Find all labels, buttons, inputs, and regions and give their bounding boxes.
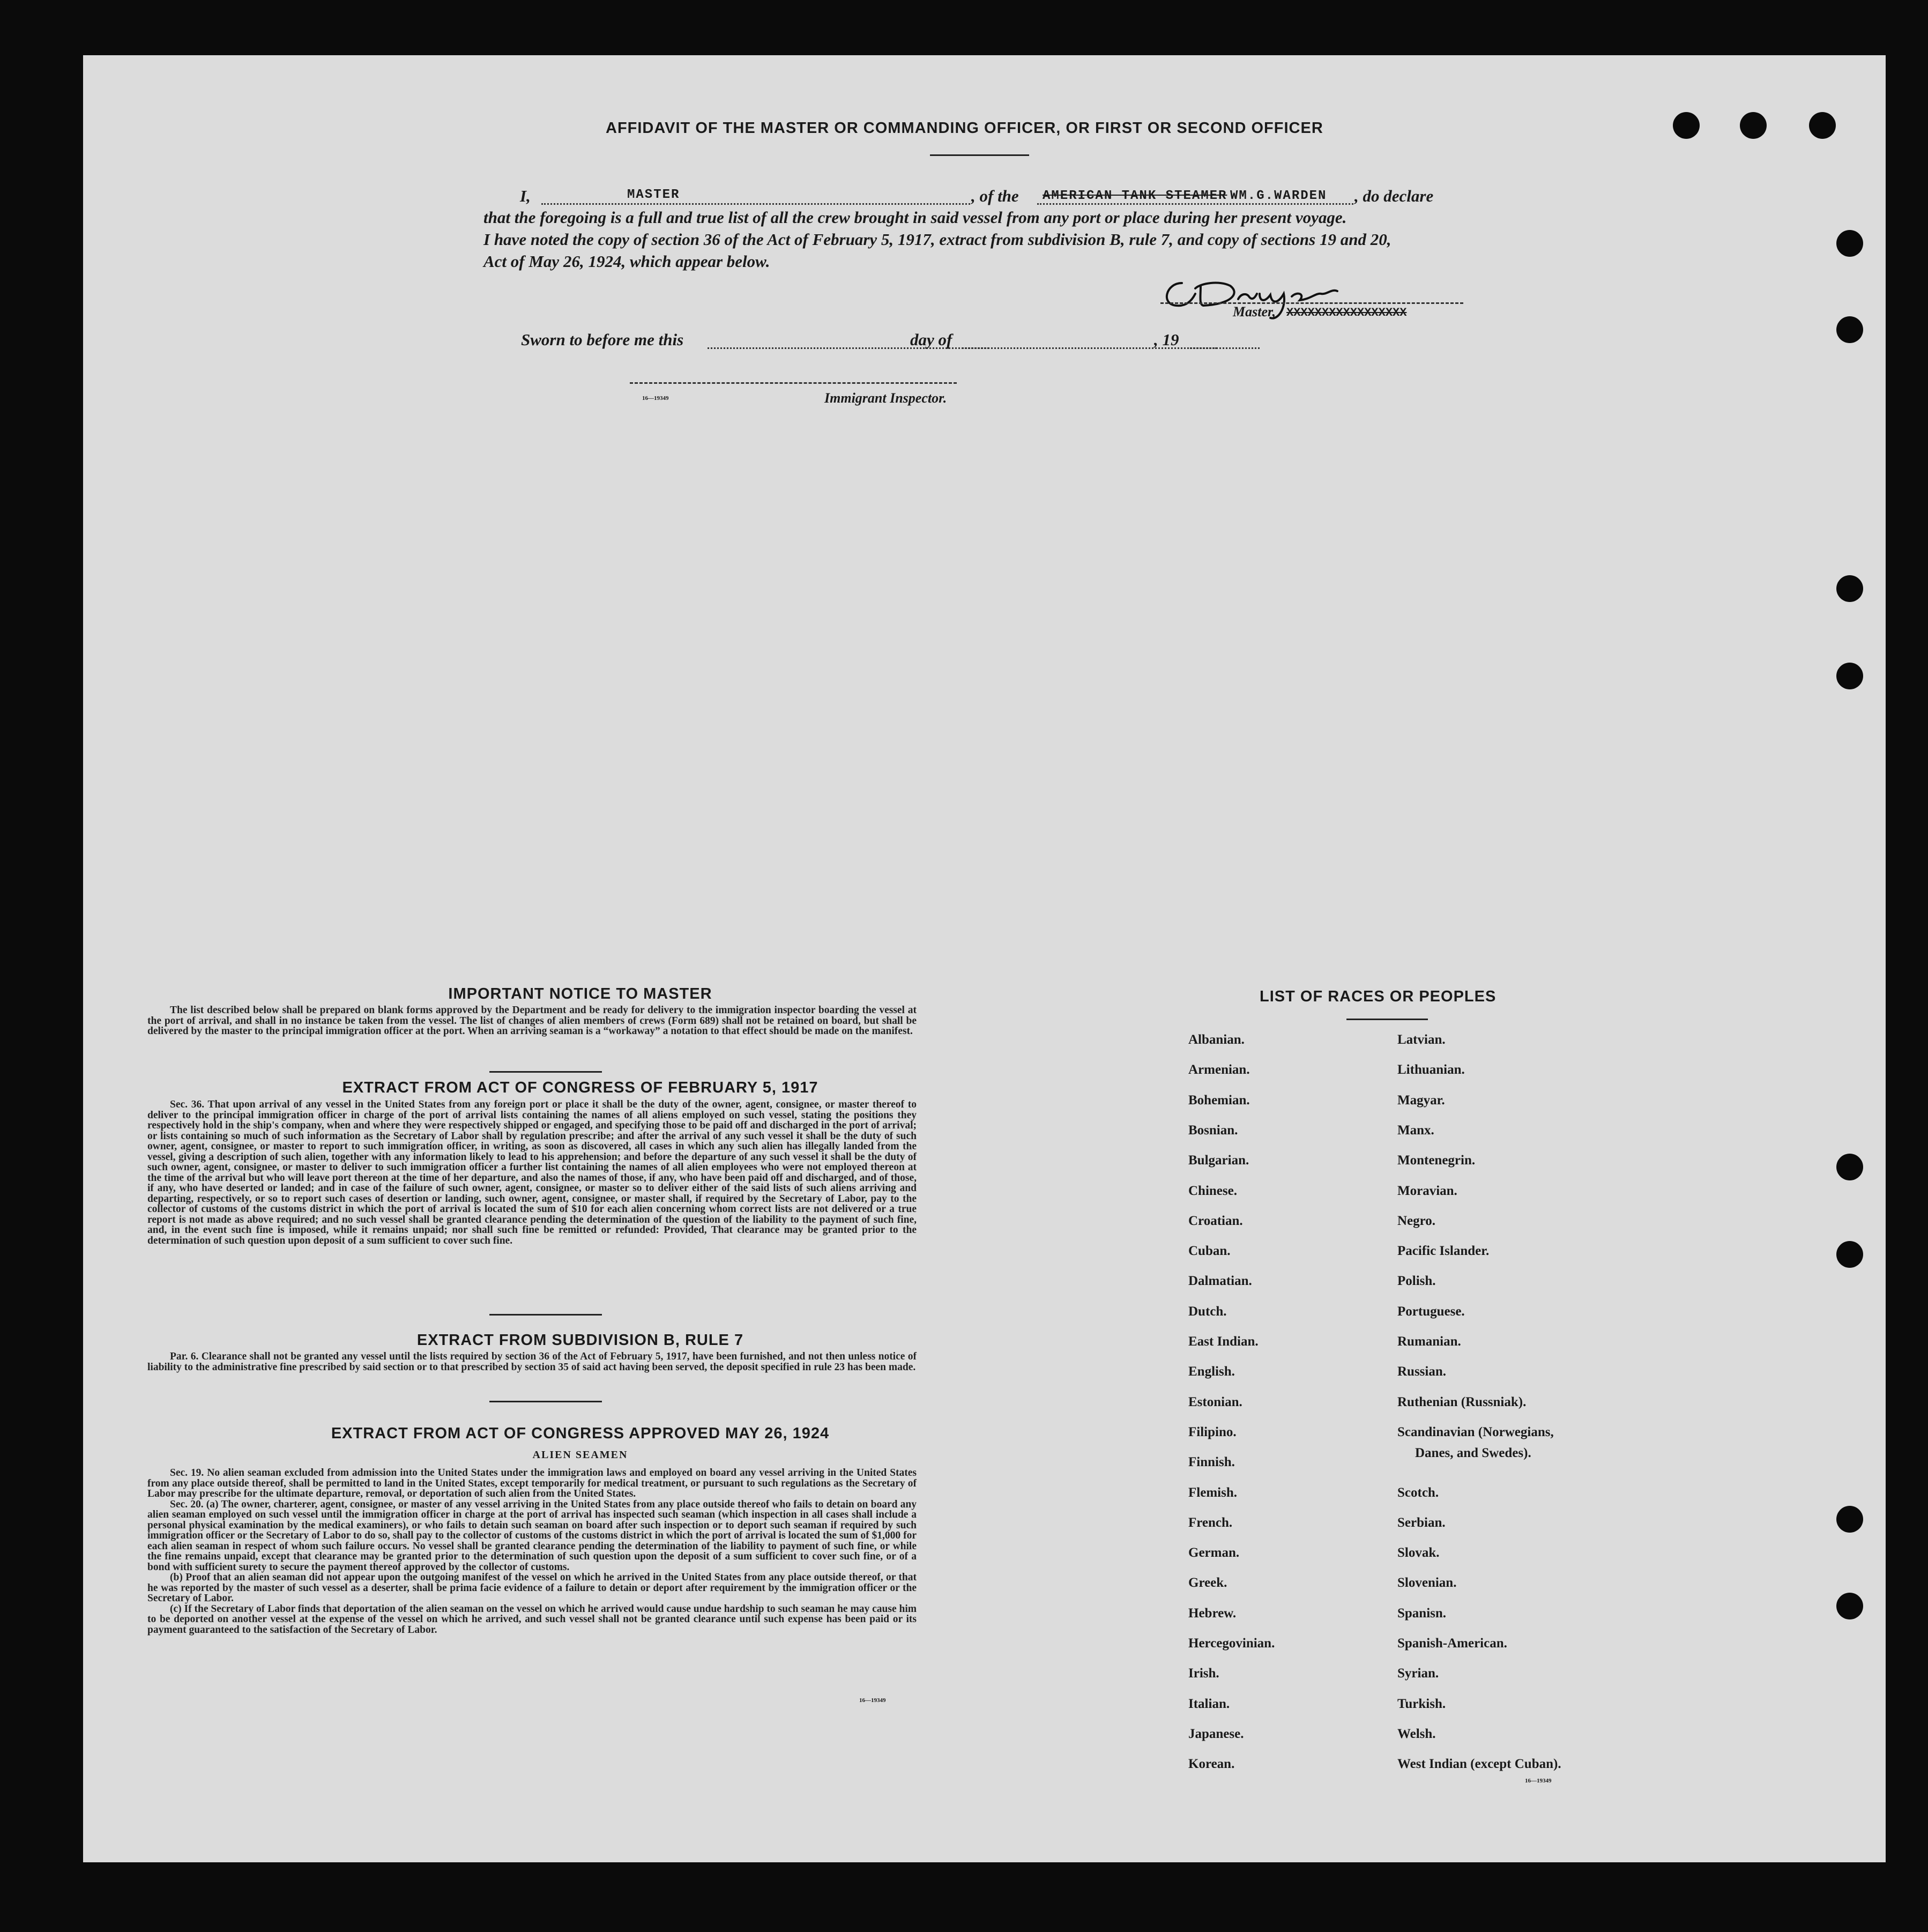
title-divider xyxy=(930,154,1029,156)
race-item: Bulgarian. xyxy=(1188,1153,1249,1168)
race-item: Portuguese. xyxy=(1397,1304,1465,1319)
extract-rule7-text xyxy=(147,1351,917,1372)
signature-line xyxy=(1160,302,1463,304)
race-item: German. xyxy=(1188,1545,1240,1561)
race-item: Lithuanian. xyxy=(1397,1062,1465,1078)
race-item: Manx. xyxy=(1397,1123,1434,1138)
extract-1917-text xyxy=(147,1099,917,1246)
alien-seamen-subtitle: ALIEN SEAMEN xyxy=(532,1449,628,1461)
race-item: Ruthenian (Russniak). xyxy=(1397,1394,1527,1409)
race-item: French. xyxy=(1188,1515,1233,1530)
race-item: Slovenian. xyxy=(1397,1576,1457,1591)
race-item: Welsh. xyxy=(1397,1726,1436,1741)
race-item: Serbian. xyxy=(1397,1515,1446,1530)
race-item: Turkish. xyxy=(1397,1696,1446,1711)
race-item: Spanish-American. xyxy=(1397,1636,1507,1651)
punch-hole xyxy=(1836,1593,1863,1619)
section-20b-paragraph: (b) Proof that an alien seaman did not appear upon the outgoing manifest of the vessel on which he arrived in the United States from any place outside thereof, or that he was reported by the master of such vessel as a deserter, shall be prima facie evidence of a failure to detain or deport after requirement by the immigration officer or the Secretary of Labor. xyxy=(147,1572,917,1604)
punch-hole xyxy=(1836,316,1863,343)
document-page xyxy=(83,55,1886,1862)
divider xyxy=(489,1401,602,1402)
punch-hole xyxy=(1836,663,1863,689)
punch-hole xyxy=(1836,1506,1863,1533)
declaration-line-3: Act of May 26, 1924, which appear below. xyxy=(483,252,770,271)
race-item: Flemish. xyxy=(1188,1485,1237,1500)
race-item: Finnish. xyxy=(1188,1455,1235,1470)
punch-hole xyxy=(1673,112,1700,139)
race-item: Cuban. xyxy=(1188,1244,1231,1259)
notice-paragraph: The list described below shall be prepared on blank forms approved by the Department and be ready for delivery to the immigration inspector boarding the vessel at the port of arrival, and shall in no instance be taken from the vessel. The list of changes of alien members of crews (Form 689) shall not be retained on board, but shall be delivered by the master to the principal immigration officer at the port. When an arriving seaman is a “workaway” a notation to that effect should be made on the manifest. xyxy=(147,1005,917,1037)
race-item: Italian. xyxy=(1188,1696,1230,1711)
race-item: Hercegovinian. xyxy=(1188,1636,1275,1651)
race-item: Slovak. xyxy=(1397,1545,1440,1561)
race-item: Syrian. xyxy=(1397,1666,1439,1681)
day-of-label: day of xyxy=(910,330,952,349)
race-item: Hebrew. xyxy=(1188,1606,1237,1621)
do-declare-label: , do declare xyxy=(1354,187,1434,205)
vessel-struck-value: AMERICAN TANK STEAMER xyxy=(1043,189,1227,203)
extract-1924-title: EXTRACT FROM ACT OF CONGRESS APPROVED MAY 26, 1924 xyxy=(331,1425,830,1442)
form-number: 16—19349 xyxy=(859,1697,886,1704)
race-item: Montenegrin. xyxy=(1397,1153,1476,1168)
affidavit-title: AFFIDAVIT OF THE MASTER OR COMMANDING OFFICER, OR FIRST OR SECOND OFFICER xyxy=(606,120,1323,137)
race-item: East Indian. xyxy=(1188,1334,1259,1349)
punch-hole xyxy=(1809,112,1836,139)
race-item: Dalmatian. xyxy=(1188,1274,1252,1289)
sworn-year-line xyxy=(1187,347,1217,349)
races-title-divider xyxy=(1346,1019,1428,1020)
form-number: 16—19349 xyxy=(1525,1778,1552,1784)
race-item: Estonian. xyxy=(1188,1394,1242,1409)
race-item: Croatian. xyxy=(1188,1213,1243,1228)
race-item: Polish. xyxy=(1397,1274,1436,1289)
race-item: Scandinavian (Norwegians, xyxy=(1397,1424,1554,1439)
race-item: Moravian. xyxy=(1397,1183,1457,1198)
race-item: Filipino. xyxy=(1188,1424,1237,1439)
race-item: Danes, and Swedes). xyxy=(1415,1446,1531,1461)
name-blank-line xyxy=(541,203,970,205)
sworn-label: Sworn to before me this xyxy=(521,330,684,349)
divider xyxy=(489,1314,602,1316)
vessel-blank-line xyxy=(1037,203,1353,205)
race-item: Bohemian. xyxy=(1188,1093,1250,1108)
race-item: Latvian. xyxy=(1397,1032,1446,1047)
race-item: Greek. xyxy=(1188,1576,1227,1591)
declaration-line-1: that the foregoing is a full and true list of all the crew brought in said vessel from any port or place during her present voyage. xyxy=(483,208,1347,227)
inspector-line xyxy=(630,382,957,384)
race-item: Korean. xyxy=(1188,1757,1235,1772)
race-item: English. xyxy=(1188,1364,1235,1379)
divider xyxy=(489,1071,602,1073)
race-item: Bosnian. xyxy=(1188,1123,1238,1138)
section-20a-paragraph: Sec. 20. (a) The owner, charterer, agent, consignee, or master of any vessel arriving in the United States from any place outside thereof who fails to detain on board any alien seaman employed on such vessel until the immigration officer in charge at the port of arrival has inspected such seaman (which inspection in all cases shall include a personal physical examination by the medical examiners), or who fails to detain such seaman on board after such inspection or to deport such seaman if required by such immigration officer or the Secretary of Labor to do so, shall pay to the collector of customs of the customs district in which the port of arrival is located the sum of $1,000 for each alien seaman in respect of whom such failure occurs. No vessel shall be granted clearance pending the determination of the liability to payment of such fine, or while the fine remains unpaid, except that clearance may be granted prior to the determination of such question upon the deposit of a sum sufficient to cover such fine, or of a bond with sufficient surety to secure the payment thereof approved by the collector of customs. xyxy=(147,1498,917,1573)
signature-struck-title: XXXXXXXXXXXXXXXXX xyxy=(1286,306,1407,319)
race-item: Dutch. xyxy=(1188,1304,1227,1319)
race-item: Japanese. xyxy=(1188,1726,1244,1741)
of-the-label: , of the xyxy=(971,187,1019,205)
races-title: LIST OF RACES OR PEOPLES xyxy=(1260,988,1497,1005)
extract-1917-title: EXTRACT FROM ACT OF CONGRESS OF FEBRUARY 5, 1917 xyxy=(342,1079,818,1096)
race-item: Scotch. xyxy=(1397,1485,1439,1500)
race-item: Albanian. xyxy=(1188,1032,1245,1047)
extract-1924-text xyxy=(147,1468,917,1635)
race-item: West Indian (except Cuban). xyxy=(1397,1757,1561,1772)
race-item: Pacific Islander. xyxy=(1397,1244,1490,1259)
section-36-paragraph: Sec. 36. That upon arrival of any vessel in the United States from any foreign port or place it shall be the duty of the owner, agent, consignee, or master thereof to deliver to the principal immigration officer in charge of the port of arrival lists containing the names of all aliens employed on such vessel, stating the positions they respectively hold in the ship's company, when and where they were respectively shipped or engaged, and specifying those to be paid off and discharged in the port of arrival; or lists containing so much of such information as the Secretary of Labor shall by regulation prescribe; and after the arrival of any such vessel it shall be the duty of such owner, agent, consignee, or master to report to such immigration officer, in writing, as soon as discovered, all cases in which any such alien has illegally landed from the vessel, giving a description of such alien, together with any information likely to lead to his apprehension; and before the departure of any such vessel it shall be the duty of such owner, agent, consignee, or master to deliver to such immigration officer a further list containing the names of all alien employees who were not employed thereon at the time of the arrival but who will leave port thereon at the time of her departure, and also the names of those, if any, who have been paid off and discharged, and of those, if any, who have deserted or landed; and in case of the failure of such owner, agent, consignee, or master so to deliver either of the said lists of such aliens arriving and departing, respectively, or so to report such cases of desertion or landing, such owner, agent, consignee, or master shall, if required by the Secretary of Labor, pay to the collector of customs of the customs district in which the port of arrival is located the sum of $10 for each alien concerning whom correct lists are not delivered or a true report is not made as above required; and no such vessel shall be granted clearance pending the determination of the question of the liability to the payment of such fine, and, in the event such fine is imposed, while it remains unpaid; nor shall such fine be remitted or refunded: Provided, That clearance may be granted prior to the determination of such question upon deposit of a sum sufficient to cover such fine. xyxy=(147,1099,917,1246)
race-item: Magyar. xyxy=(1397,1093,1445,1108)
punch-hole xyxy=(1836,1154,1863,1180)
section-20c-paragraph: (c) If the Secretary of Labor finds that deportation of the alien seaman on the vessel on which he arrived would cause undue hardship to such seaman he may cause him to be deported on another vessel at the expense of the vessel on which he arrived, and such vessel shall not be granted clearance until such expense has been paid or its payment guaranteed to the satisfaction of the Secretary of Labor. xyxy=(147,1603,917,1636)
race-item: Irish. xyxy=(1188,1666,1219,1681)
vessel-name-value: WM.G.WARDEN xyxy=(1230,189,1327,203)
year-label: , 19 xyxy=(1154,330,1179,349)
inspector-label: Immigrant Inspector. xyxy=(824,390,947,406)
race-item: Negro. xyxy=(1397,1213,1436,1228)
race-item: Armenian. xyxy=(1188,1062,1250,1078)
punch-hole xyxy=(1836,575,1863,602)
signature-master-label: Master, xyxy=(1233,304,1276,319)
race-item: Spanisn. xyxy=(1397,1606,1447,1621)
name-field-value: MASTER xyxy=(627,188,680,202)
punch-hole xyxy=(1836,230,1863,257)
section-19-paragraph: Sec. 19. No alien seaman excluded from admission into the United States under the immigration laws and employed on board any vessel arriving in the United States from any place outside thereof, shall be permitted to land in the United States, except temporarily for medical treatment, or pursuant to such regulations as the Secretary of Labor may prescribe for the ultimate departure, removal, or deportation of such alien from the United States. xyxy=(147,1467,917,1499)
rule-7-paragraph: Par. 6. Clearance shall not be granted any vessel until the lists required by section 36 of the Act of February 5, 1917, have been furnished, and not then unless notice of liability to the administrative fine prescribed by said section or to that prescribed by section 35 of said act having been served, the deposit specified in rule 23 has been made. xyxy=(147,1351,917,1373)
notice-text xyxy=(147,1005,917,1037)
race-item: Chinese. xyxy=(1188,1183,1237,1198)
declaration-line-2: I have noted the copy of section 36 of the Act of February 5, 1917, extract from subdivision B, rule 7, and copy of sections 19 and 20, xyxy=(483,230,1391,249)
notice-title: IMPORTANT NOTICE TO MASTER xyxy=(448,985,712,1002)
form-number: 16—19349 xyxy=(642,395,669,402)
race-item: Rumanian. xyxy=(1397,1334,1461,1349)
race-item: Russian. xyxy=(1397,1364,1447,1379)
affidavit-i-label: I, xyxy=(520,187,531,205)
punch-hole xyxy=(1740,112,1767,139)
extract-rule7-title: EXTRACT FROM SUBDIVISION B, RULE 7 xyxy=(416,1332,744,1349)
punch-hole xyxy=(1836,1241,1863,1268)
